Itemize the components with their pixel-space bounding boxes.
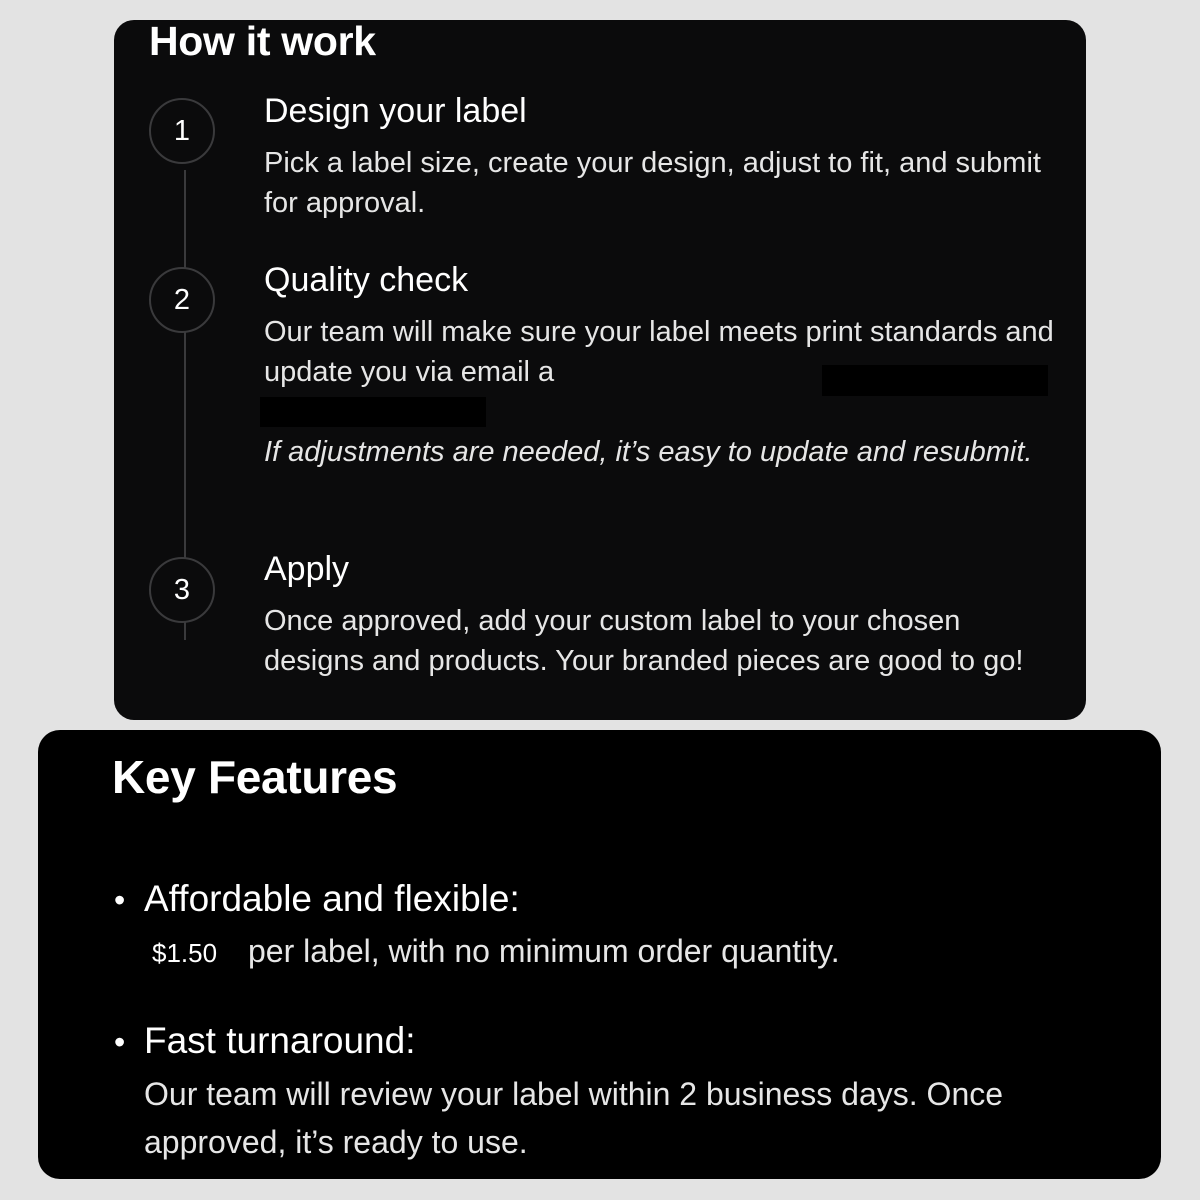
feature-2-title: Fast turnaround: bbox=[144, 1020, 416, 1061]
redaction-block bbox=[260, 397, 486, 427]
step-3-number: 3 bbox=[149, 557, 215, 623]
step-2-note: If adjustments are needed, it’s easy to update and resubmit. bbox=[264, 436, 1033, 468]
feature-1-description: per label, with no minimum order quantity. bbox=[248, 933, 840, 969]
how-it-works-card bbox=[114, 20, 1086, 720]
step-2-number: 2 bbox=[149, 267, 215, 333]
feature-1-title: Affordable and flexible: bbox=[144, 878, 520, 919]
step-2-title: Quality check bbox=[264, 261, 469, 299]
step-3-description: Once approved, add your custom label to your chosen designs and products. Your branded pieces are good to go! bbox=[264, 605, 1024, 677]
bullet-icon: • bbox=[114, 1024, 126, 1060]
redaction-block bbox=[822, 365, 1048, 396]
feature-2-description: Our team will review your label within 2 business days. Once approved, it’s ready to use. bbox=[144, 1076, 1004, 1160]
how-it-works-title: How it work bbox=[149, 20, 376, 64]
step-1-title: Design your label bbox=[264, 92, 527, 130]
key-features-title: Key Features bbox=[112, 751, 398, 803]
step-1-description: Pick a label size, create your design, adjust to fit, and submit for approval. bbox=[264, 147, 1041, 219]
bullet-icon: • bbox=[114, 882, 126, 918]
step-3-title: Apply bbox=[264, 550, 350, 588]
key-features-card bbox=[38, 730, 1161, 1179]
feature-1-price: $1.50 bbox=[152, 938, 218, 968]
step-2-description: Our team will make sure your label meets print standards and update you via email a bbox=[264, 316, 1054, 388]
step-1-number: 1 bbox=[149, 98, 215, 164]
